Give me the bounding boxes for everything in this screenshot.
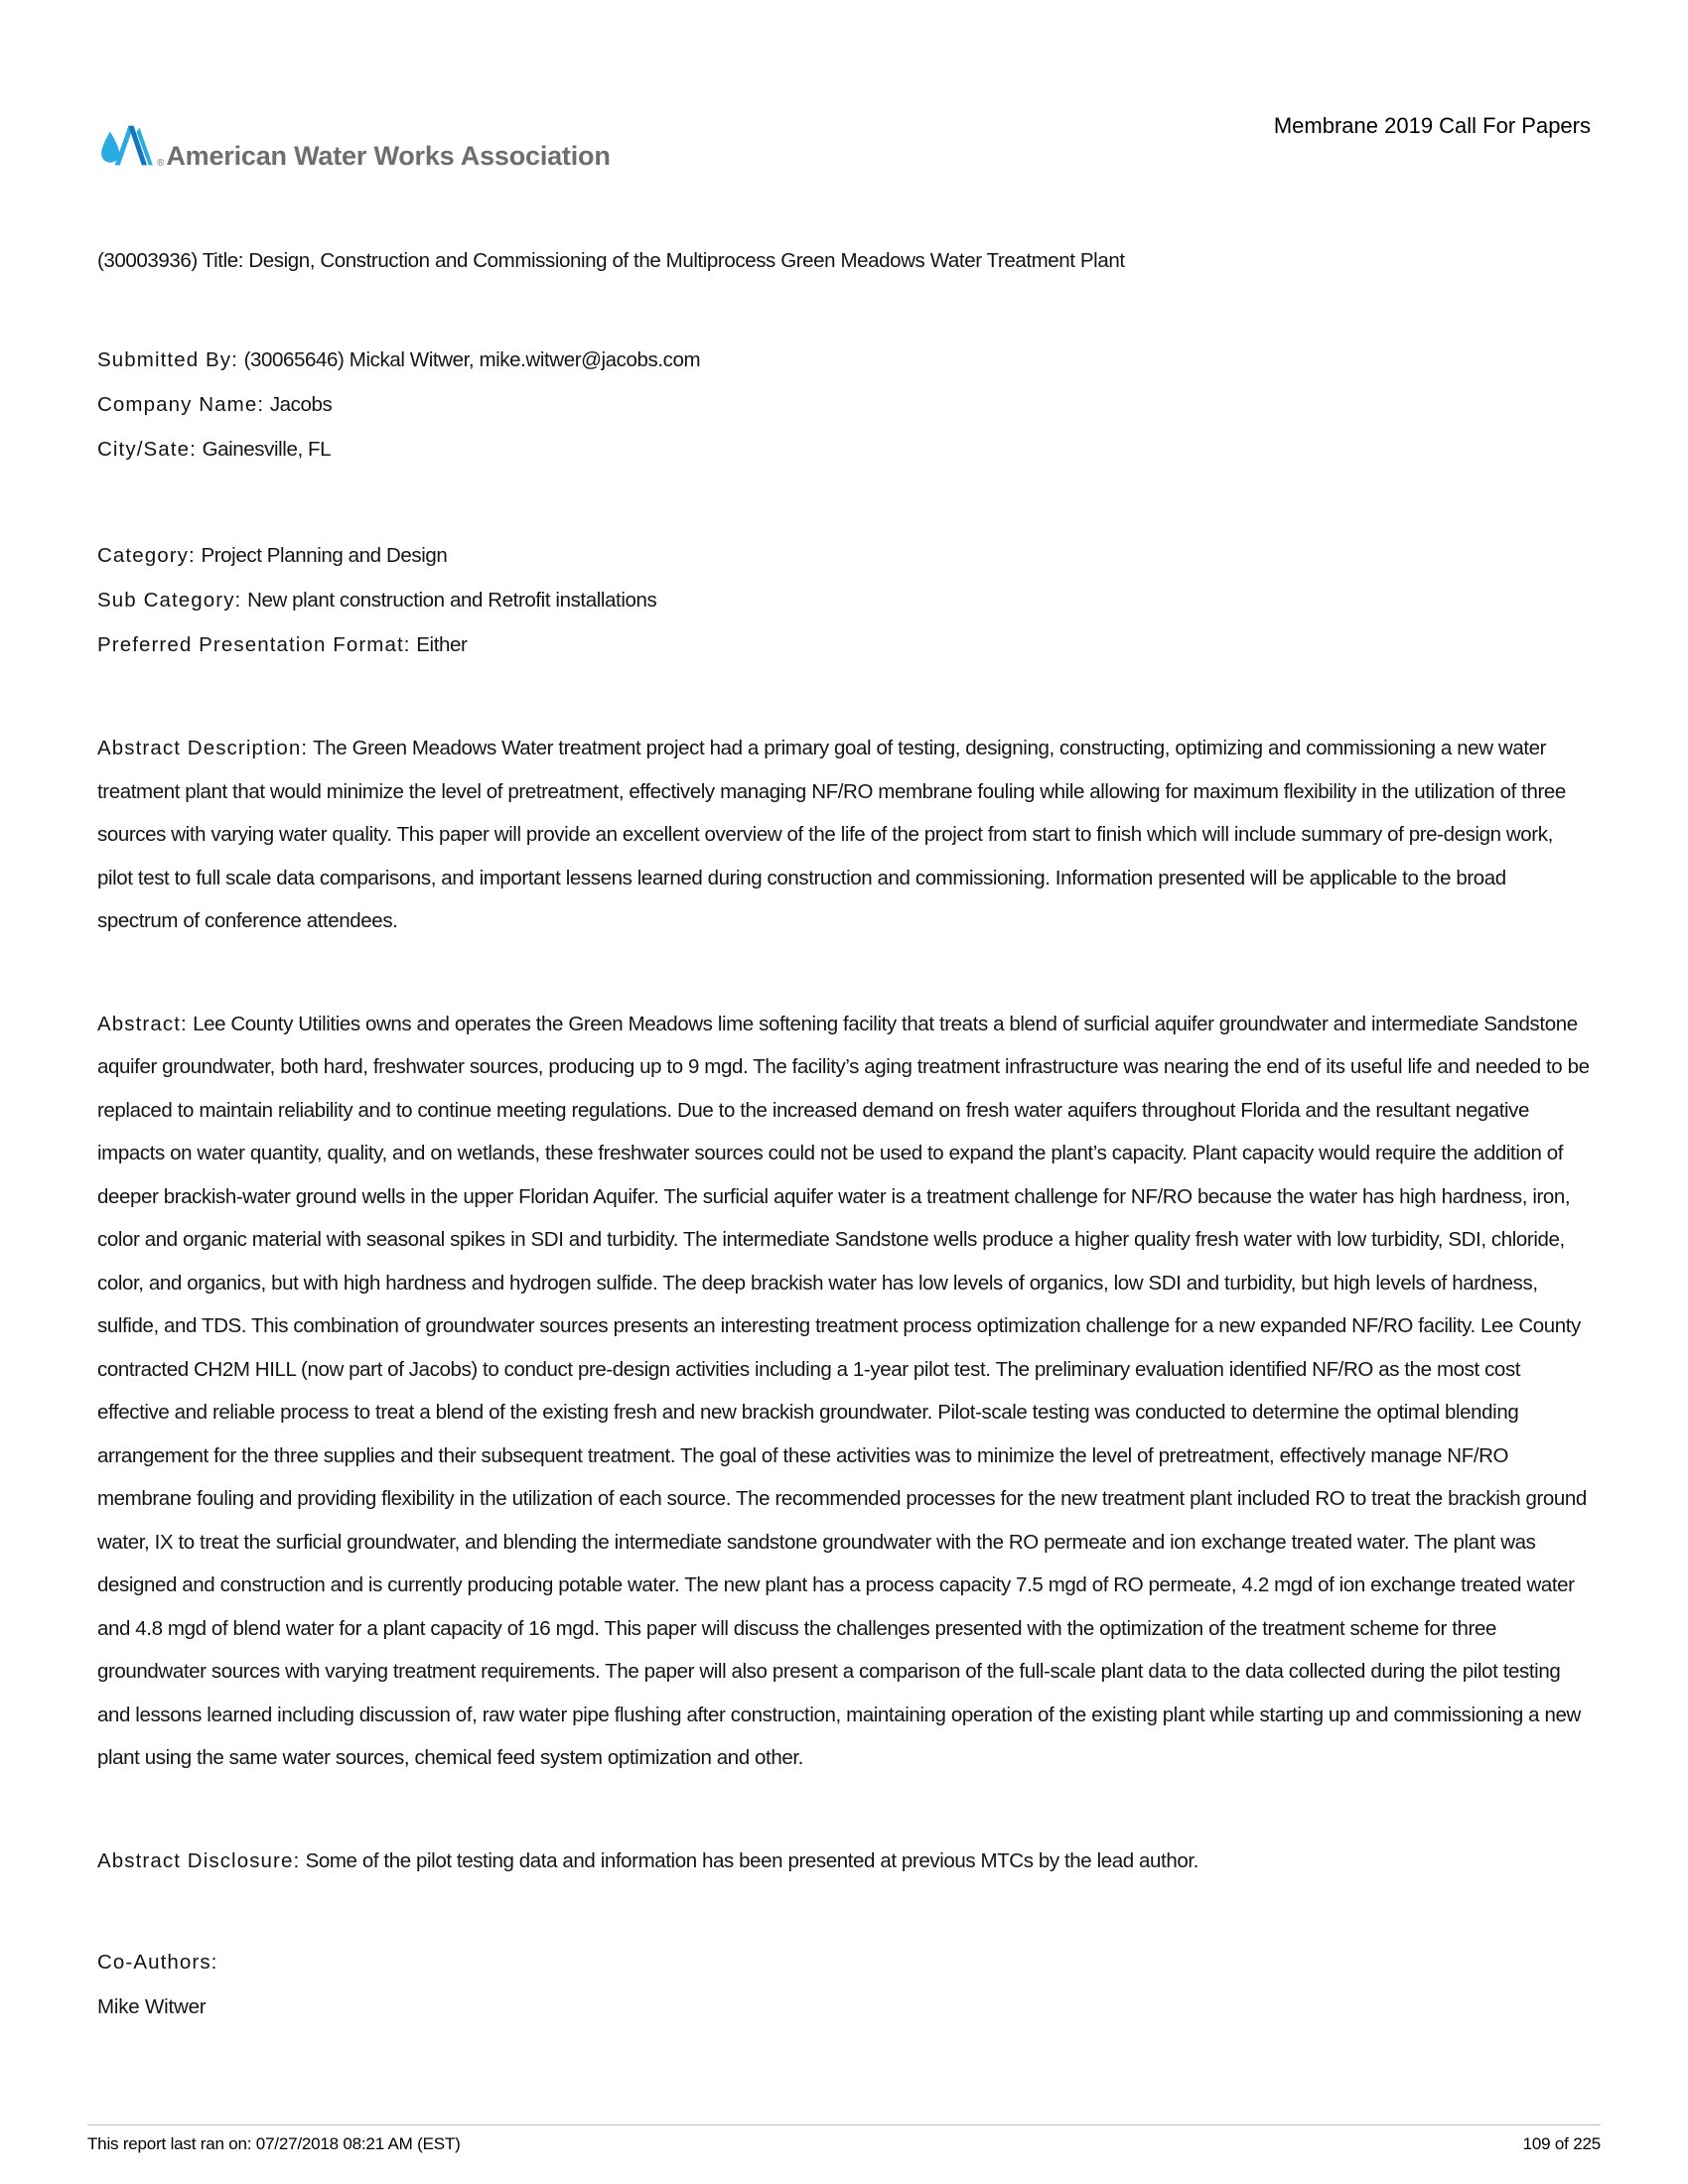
co-authors-heading <box>97 1940 1591 1984</box>
abstract-paragraph <box>97 1003 1591 1780</box>
abstract-description-paragraph <box>97 727 1591 943</box>
logo-org-name: American Water Works Association <box>166 141 611 171</box>
category-value: Project Planning and Design <box>201 544 448 567</box>
presentation-format-label: Preferred Presentation Format: <box>97 633 411 656</box>
abstract-text: Lee County Utilities owns and operates the Green Meadows lime softening facility that treats a blend of surficial aquifer groundwater and intermediate Sandstone aquifer groundwater, both hard, freshwater sources, producing up to 9 mgd. The facility’s aging treatment infrastructure was nearing the end of its useful life and needed to be replaced to maintain reliability and to continue meeting regulations. Due to the increased demand on fresh water aquifers throughout Florida and the resultant negative impacts on water quantity, quality, and on wetlands, these freshwater sources could not be used to expand the plant’s capacity. Plant capacity would require the addition of deeper brackish-water ground wells in the upper Floridan Aquifer. The surficial aquifer water is a treatment challenge for NF/RO because the water has high hardness, iron, color and organic material with seasonal spikes in SDI and turbidity. The intermediate Sandstone wells produce a higher quality fresh water with low turbidity, SDI, chloride, color, and organics, but with high hardness and hydrogen sulfide. The deep brackish water has low levels of organics, low SDI and turbidity, but high levels of hardness, sulfide, and TDS. This combination of groundwater sources presents an interesting treatment process optimization challenge for a new expanded NF/RO facility. Lee County contracted CH2M HILL (now part of Jacobs) to conduct pre-design activities including a 1-year pilot test. The preliminary evaluation identified NF/RO as the most cost effective and reliable process to treat a blend of the existing fresh and new brackish groundwater. Pilot-scale testing was conducted to determine the optimal blending arrangement for the three supplies and their subsequent treatment. The goal of these activities was to minimize the level of pretreatment, effectively manage NF/RO membrane fouling and providing flexibility in the utilization of each source. The recommended processes for the new treatment plant included RO to treat the brackish ground water, IX to treat the surficial groundwater, and blending the intermediate sandstone groundwater with the RO permeate and ion exchange treated water. The plant was designed and construction and is currently producing potable water. The new plant has a process capacity 7.5 mgd of RO permeate, 4.2 mgd of ion exchange treated water and 4.8 mgd of blend water for a plant capacity of 16 mgd. This paper will discuss the challenges presented with the optimization of the treatment scheme for three groundwater sources with varying treatment requirements. The paper will also present a comparison of the full-scale plant data to the data collected during the pilot testing and lessons learned including discussion of, raw water pipe flushing after construction, maintaining operation of the existing plant while starting up and commissioning a new plant using the same water sources, chemical feed system optimization and other. <box>97 1012 1590 1769</box>
awwa-logo <box>97 119 611 171</box>
abstract-disclosure-text: Some of the pilot testing data and information has been presented at previous MTCs by the lead author. <box>305 1848 1198 1872</box>
submitted-by-value: (30065646) Mickal Witwer, mike.witwer@jacobs.com <box>243 348 701 371</box>
co-author-name: Mike Witwer <box>97 1995 207 2018</box>
city-state-value: Gainesville, FL <box>202 438 332 461</box>
abstract-title-text: Design, Construction and Commissioning of the Multiprocess Green Meadows Water Treatment Plant <box>248 249 1125 272</box>
category-line <box>97 533 1591 578</box>
registered-mark: ® <box>157 158 165 169</box>
footer-last-ran: This report last ran on: 07/27/2018 08:21 AM (EST) <box>87 2134 461 2153</box>
company-name-value: Jacobs <box>269 393 333 416</box>
water-drop-icon <box>97 119 161 171</box>
page-header <box>97 111 1591 171</box>
abstract-description-text: The Green Meadows Water treatment project had a primary goal of testing, designing, constructing, optimizing and commissioning a new water treatment plant that would minimize the level of pretreatment, effectively managing NF/RO membrane fouling while allowing for maximum flexibility in the utilization of three sources with varying water quality. This paper will provide an excellent overview of the life of the project from start to finish which will include summary of pre-design work, pilot test to full scale data comparisons, and important lessens learned during construction and commissioning. Information presented will be applicable to the broad spectrum of conference attendees. <box>97 737 1566 932</box>
report-title: Membrane 2019 Call For Papers <box>1273 113 1591 138</box>
abstract-disclosure-paragraph <box>97 1840 1591 1883</box>
abstract-label: Abstract: <box>97 1012 188 1035</box>
city-state-line <box>97 427 1591 472</box>
city-state-label: City/Sate: <box>97 438 197 461</box>
sub-category-label: Sub Category: <box>97 589 242 612</box>
company-name-line <box>97 382 1591 427</box>
presentation-format-value: Either <box>416 633 468 656</box>
submitted-by-label: Submitted By: <box>97 348 238 371</box>
sub-category-value: New plant construction and Retrofit installations <box>247 589 657 612</box>
co-authors-section <box>97 1940 1591 2029</box>
footer-page-number: 109 of 225 <box>1522 2134 1601 2153</box>
abstract-disclosure-label: Abstract Disclosure: <box>97 1848 301 1872</box>
presentation-format-line <box>97 622 1591 667</box>
abstract-title-line <box>97 246 1591 276</box>
co-authors-label: Co-Authors: <box>97 1951 218 1974</box>
sub-category-line <box>97 578 1591 622</box>
abstract-id-and-title-label: (30003936) Title: <box>97 249 244 272</box>
category-label: Category: <box>97 544 196 567</box>
submitted-by-line <box>97 338 1591 382</box>
page-footer <box>87 2124 1601 2154</box>
category-info <box>97 533 1591 667</box>
company-name-label: Company Name: <box>97 393 265 416</box>
submission-info <box>97 338 1591 472</box>
abstract-description-label: Abstract Description: <box>97 737 309 759</box>
